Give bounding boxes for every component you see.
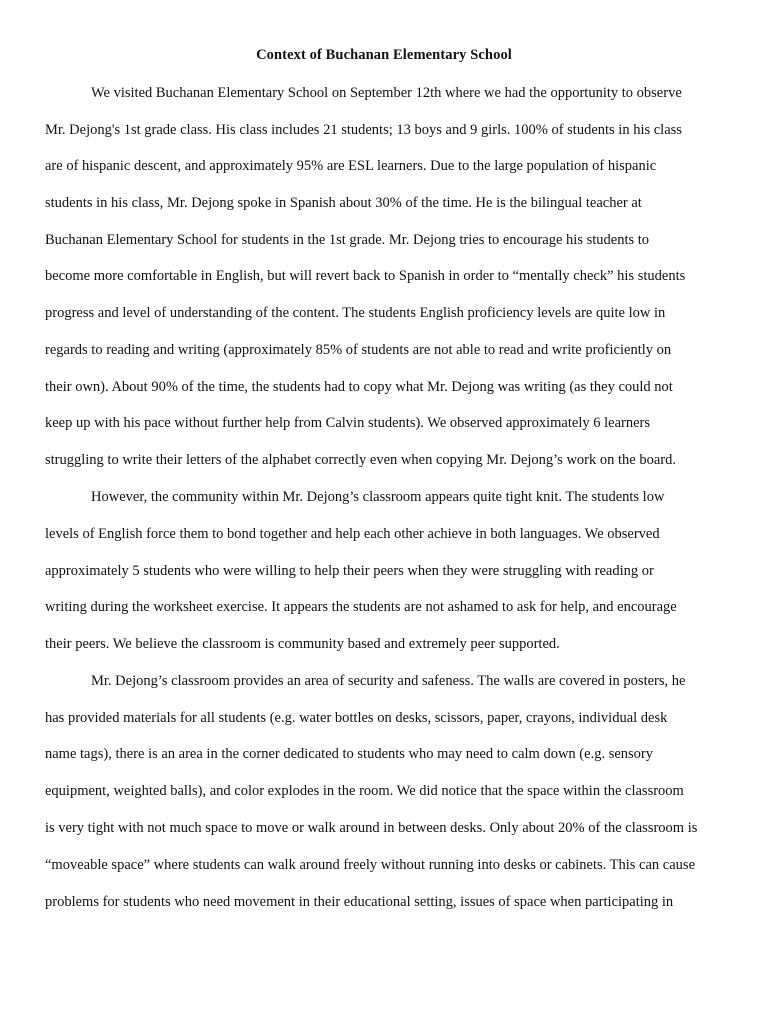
body-text-line: keep up with his pace without further help from Calvin students). We observed approximately 6 learners	[45, 415, 650, 431]
body-text-line: However, the community within Mr. Dejong’s classroom appears quite tight knit. The students low	[91, 489, 665, 505]
body-text-line: become more comfortable in English, but will revert back to Spanish in order to “mentally check” his students	[45, 268, 686, 284]
body-text-line: has provided materials for all students (e.g. water bottles on desks, scissors, paper, crayons, individual desk	[45, 710, 668, 726]
body-text-line: Buchanan Elementary School for students in the 1st grade. Mr. Dejong tries to encourage his students to	[45, 232, 650, 248]
body-text-line: Mr. Dejong’s classroom provides an area of security and safeness. The walls are covered in posters, he	[91, 673, 686, 689]
body-text-line: equipment, weighted balls), and color explodes in the room. We did notice that the space within the classroom	[45, 783, 684, 799]
document-title: Context of Buchanan Elementary School	[256, 47, 512, 63]
body-text-line: name tags), there is an area in the corner dedicated to students who may need to calm down (e.g. sensory	[45, 746, 653, 762]
body-text-line: “moveable space” where students can walk around freely without running into desks or cabinets. This can cause	[45, 857, 696, 873]
body-text-line: approximately 5 students who were willing to help their peers when they were struggling with reading or	[45, 563, 654, 579]
body-text-line: writing during the worksheet exercise. It appears the students are not ashamed to ask for help, and encourage	[45, 599, 677, 615]
body-text-line: regards to reading and writing (approximately 85% of students are not able to read and write proficiently on	[45, 342, 672, 358]
body-text-line: problems for students who need movement in their educational setting, issues of space when participating in	[45, 894, 674, 910]
body-text-line: is very tight with not much space to move or walk around in between desks. Only about 20% of the classroom is	[45, 820, 698, 836]
body-text-line: Mr. Dejong's 1st grade class. His class includes 21 students; 13 boys and 9 girls. 100% of students in his class	[45, 122, 682, 138]
body-text-line: are of hispanic descent, and approximately 95% are ESL learners. Due to the large population of hispanic	[45, 158, 657, 174]
body-text-line: their own). About 90% of the time, the students had to copy what Mr. Dejong was writing (as they could not	[45, 379, 673, 395]
body-text-line: We visited Buchanan Elementary School on September 12th where we had the opportunity to observe	[91, 85, 682, 101]
body-text-line: students in his class, Mr. Dejong spoke in Spanish about 30% of the time. He is the bilingual teacher at	[45, 195, 642, 211]
body-text-line: struggling to write their letters of the alphabet correctly even when copying Mr. Dejong’s work on the board.	[45, 452, 676, 468]
body-text-line: progress and level of understanding of the content. The students English proficiency levels are quite low in	[45, 305, 666, 321]
body-text-line: levels of English force them to bond together and help each other achieve in both languages. We observed	[45, 526, 660, 542]
body-text-line: their peers. We believe the classroom is community based and extremely peer supported.	[45, 636, 560, 652]
